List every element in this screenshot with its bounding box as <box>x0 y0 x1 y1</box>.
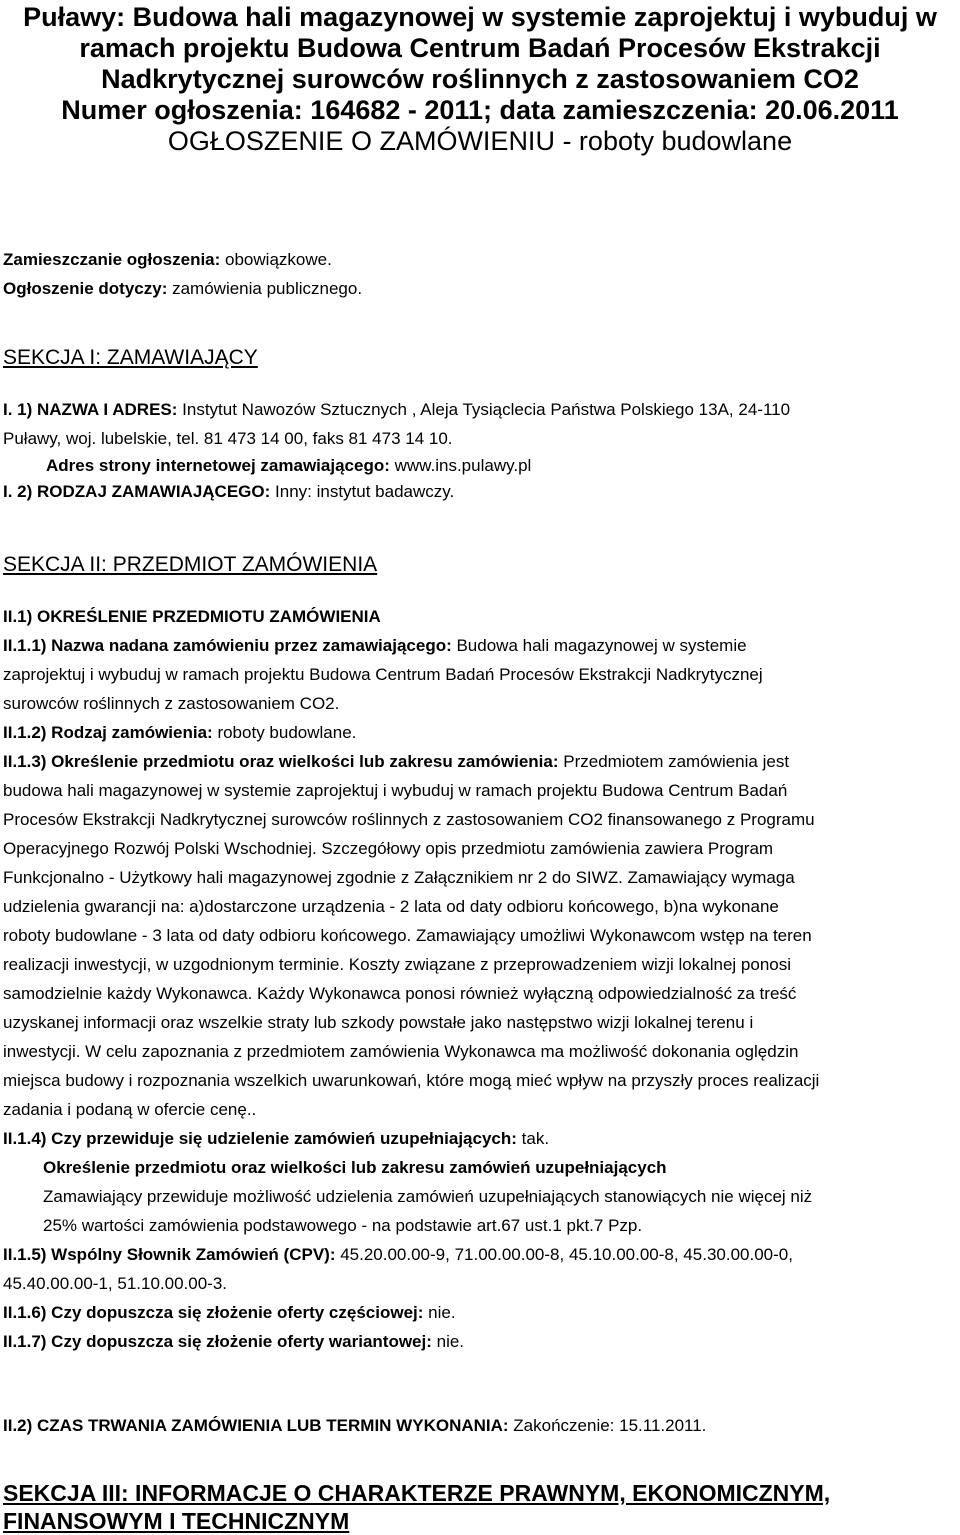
order-kind-value: roboty budowlane. <box>212 723 357 742</box>
placement-line <box>0 245 960 274</box>
authority-type-label: I. 2) RODZAJ ZAMAWIAJĄCEGO: <box>3 482 271 501</box>
variant-offer-value: nie. <box>431 1332 465 1351</box>
order-name-line <box>0 631 960 660</box>
supplementary-orders-label: II.1.4) Czy przewiduje się udzielenie zamówień uzupełniających: <box>3 1129 517 1148</box>
section-3-heading-line-2: FINANSOWYM I TECHNICZNYM <box>3 1508 350 1534</box>
section-1 <box>0 345 960 371</box>
supplementary-description-line: Zamawiający przewiduje możliwość udzielenia zamówień uzupełniających stanowiących nie więcej niż <box>43 1187 813 1206</box>
duration-block <box>0 1411 960 1440</box>
order-description-line: roboty budowlane - 3 lata od daty odbioru końcowego. Zamawiający umożliwi Wykonawcom wstęp na teren <box>3 926 812 945</box>
variant-offer-line <box>0 1327 960 1356</box>
partial-offer-value: nie. <box>423 1303 456 1322</box>
supplementary-orders-value: tak. <box>516 1129 550 1148</box>
partial-offer-label: II.1.6) Czy dopuszcza się złożenie oferty częściowej: <box>3 1303 424 1322</box>
section-1-body <box>0 395 960 505</box>
section-2 <box>0 552 960 578</box>
authority-type-line <box>0 479 960 505</box>
section-3 <box>0 1479 960 1535</box>
supplementary-description-heading: Określenie przedmiotu oraz wielkości lub zakresu zamówień uzupełniających <box>43 1158 667 1177</box>
subsection-2-1-heading: II.1) OKREŚLENIE PRZEDMIOTU ZAMÓWIENIA <box>3 607 381 626</box>
variant-offer-label: II.1.7) Czy dopuszcza się złożenie oferty wariantowej: <box>3 1332 432 1351</box>
duration-value: Zakończenie: 15.11.2011. <box>508 1416 707 1435</box>
order-description-line: miejsca budowy i rozpoznania wszelkich uwarunkowań, które mogą mieć wpływ na przyszły proces realizacji <box>3 1071 820 1090</box>
intro-block <box>0 245 960 303</box>
concerns-value: zamówienia publicznego. <box>167 279 363 298</box>
name-address-label: I. 1) NAZWA I ADRES: <box>3 400 178 419</box>
section-3-heading-line-1: SEKCJA III: INFORMACJE O CHARAKTERZE PRAWNYM, EKONOMICZNYM, <box>3 1480 831 1506</box>
order-kind-line <box>0 718 960 747</box>
order-description-line: realizacji inwestycji, w uzgodnionym terminie. Koszty związane z przeprowadzeniem wizji lokalnej ponosi <box>3 955 792 974</box>
supplementary-orders-line <box>0 1124 960 1153</box>
order-name-value-2: zaprojektuj i wybuduj w ramach projektu Budowa Centrum Badań Procesów Ekstrakcji Nadkrytycznej <box>3 665 763 684</box>
duration-label: II.2) CZAS TRWANIA ZAMÓWIENIA LUB TERMIN WYKONANIA: <box>3 1416 509 1435</box>
order-description-line: budowa hali magazynowej w systemie zaprojektuj i wybuduj w ramach projektu Budowa Centrum Badań <box>3 781 788 800</box>
duration-line <box>0 1411 960 1440</box>
order-description-line: udzielenia gwarancji na: a)dostarczone urządzenia - 2 lata od daty odbioru końcowego, b)na wykonane <box>3 897 779 916</box>
order-name-value-3: surowców roślinnych z zastosowaniem CO2. <box>3 694 340 713</box>
order-kind-label: II.1.2) Rodzaj zamówienia: <box>3 723 213 742</box>
section-1-heading: SEKCJA I: ZAMAWIAJĄCY <box>3 346 258 369</box>
order-description-line: Operacyjnego Rozwój Polski Wschodniej. Szczegółowy opis przedmiotu zamówienia zawiera Program <box>3 839 774 858</box>
section-2-body <box>0 602 960 1356</box>
title-line-4: Numer ogłoszenia: 164682 - 2011; data zamieszczenia: 20.06.2011 <box>61 95 899 125</box>
partial-offer-line <box>0 1298 960 1327</box>
order-description-value-1: Przedmiotem zamówienia jest <box>558 752 790 771</box>
order-description-line: zadania i podaną w ofercie cenę.. <box>3 1100 257 1119</box>
order-description-line: uzyskanej informacji oraz wszelkie straty lub szkody powstałe jako następstwo wizji lokalnej terenu i <box>3 1013 754 1032</box>
website-line <box>0 453 960 479</box>
document-subtitle: OGŁOSZENIE O ZAMÓWIENIU - roboty budowlane <box>167 126 793 156</box>
placement-value: obowiązkowe. <box>220 250 332 269</box>
order-description-line: samodzielnie każdy Wykonawca. Każdy Wykonawca ponosi również wyłączną odpowiedzialność za treść <box>3 984 797 1003</box>
cpv-value-1: 45.20.00.00-9, 71.00.00.00-8, 45.10.00.00-8, 45.30.00.00-0, <box>335 1245 793 1264</box>
cpv-label: II.1.5) Wspólny Słownik Zamówień (CPV): <box>3 1245 336 1264</box>
order-description-line: inwestycji. W celu zapoznania z przedmiotem zamówienia Wykonawca ma możliwość dokonania oględzin <box>3 1042 799 1061</box>
concerns-label: Ogłoszenie dotyczy: <box>3 279 168 298</box>
title-line-2: ramach projektu Budowa Centrum Badań Procesów Ekstrakcji <box>79 33 881 63</box>
authority-type-value: Inny: instytut badawczy. <box>270 482 455 501</box>
title-line-3: Nadkrytycznej surowców roślinnych z zastosowaniem CO2 <box>101 64 859 94</box>
website-label: Adres strony internetowej zamawiającego: <box>46 456 390 475</box>
document-title <box>0 2 960 157</box>
section-2-heading: SEKCJA II: PRZEDMIOT ZAMÓWIENIA <box>3 553 378 576</box>
cpv-value-2: 45.40.00.00-1, 51.10.00.00-3. <box>3 1274 228 1293</box>
concerns-line <box>0 274 960 303</box>
name-address-value-1: Instytut Nawozów Sztucznych , Aleja Tysiąclecia Państwa Polskiego 13A, 24-110 <box>177 400 791 419</box>
contracting-authority-name <box>0 395 960 424</box>
website-value: www.ins.pulawy.pl <box>389 456 532 475</box>
order-name-value-1: Budowa hali magazynowej w systemie <box>451 636 747 655</box>
order-description-label: II.1.3) Określenie przedmiotu oraz wielkości lub zakresu zamówienia: <box>3 752 559 771</box>
order-name-label: II.1.1) Nazwa nadana zamówieniu przez zamawiającego: <box>3 636 452 655</box>
order-description-line: Funkcjonalno - Użytkowy hali magazynowej zgodnie z Załącznikiem nr 2 do SIWZ. Zamawiający wymaga <box>3 868 795 887</box>
cpv-line <box>0 1240 960 1269</box>
supplementary-description-line: 25% wartości zamówienia podstawowego - na podstawie art.67 ust.1 pkt.7 Pzp. <box>43 1216 643 1235</box>
placement-label: Zamieszczanie ogłoszenia: <box>3 250 221 269</box>
name-address-value-2: Puławy, woj. lubelskie, tel. 81 473 14 00, faks 81 473 14 10. <box>3 429 453 448</box>
order-description-line <box>0 747 960 776</box>
title-line-1: Puławy: Budowa hali magazynowej w systemie zaprojektuj i wybuduj w <box>23 2 937 32</box>
order-description-line: Procesów Ekstrakcji Nadkrytycznej surowców roślinnych z zastosowaniem CO2 finansowanego z Programu <box>3 810 815 829</box>
